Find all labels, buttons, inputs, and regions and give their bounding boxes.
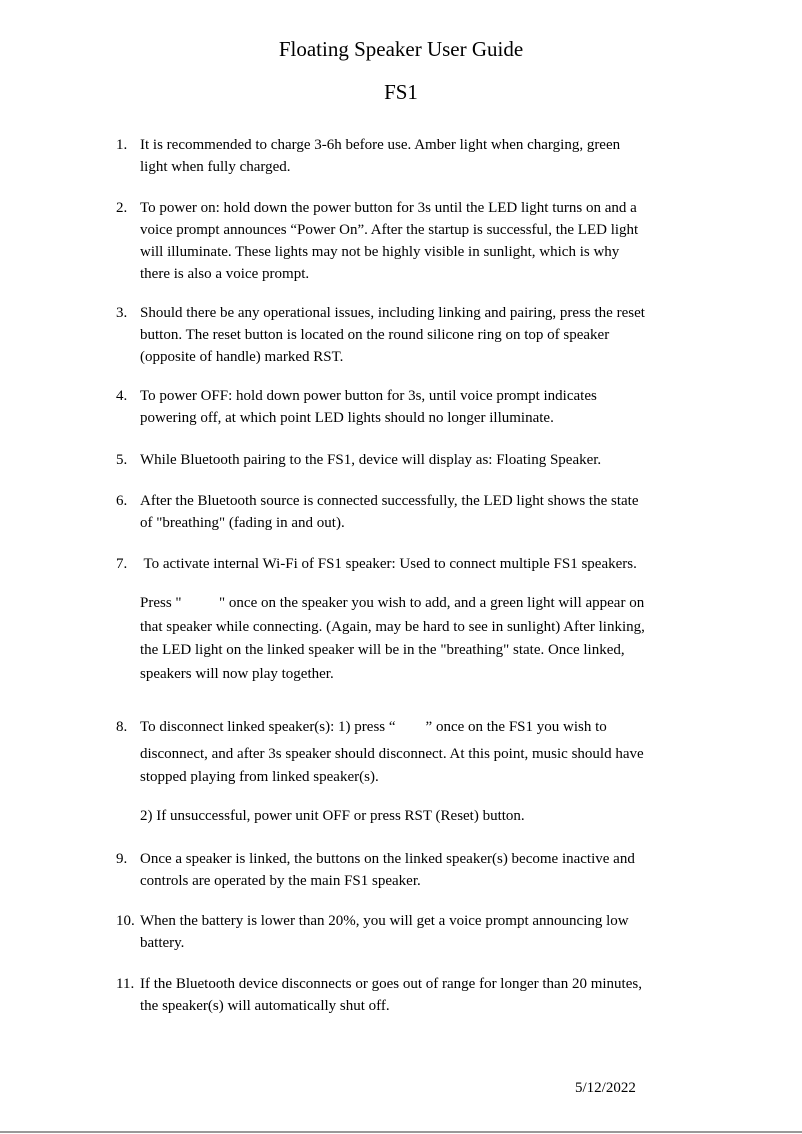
list-item-number: 11. [116,976,135,992]
text-line: To disconnect linked speaker(s): 1) press “ ” once on the FS1 you wish to [140,719,607,735]
list-item-text [140,805,696,827]
text-line: Press " " once on the speaker you wish to add, and a green light will appear on [140,595,645,611]
list-item-text [140,302,696,368]
document-subtitle: FS1 [384,80,418,104]
list-item [116,385,696,429]
text-line: After the Bluetooth source is connected successfully, the LED light shows the state [140,493,639,509]
text-line: that speaker while connecting. (Again, may be hard to see in sunlight) After linking, [140,618,645,635]
list-item-continuation [116,592,696,686]
text-line: 2) If unsuccessful, power unit OFF or press RST (Reset) button. [140,808,525,824]
text-line: stopped playing from linked speaker(s). [140,769,379,785]
list-item-number: 1. [116,137,128,153]
text-line: will illuminate. These lights may not be highly visible in sunlight, which is why [140,244,620,260]
text-line: While Bluetooth pairing to the FS1, device will display as: Floating Speaker. [140,452,602,468]
text-line: there is also a voice prompt. [140,266,310,282]
list-item [116,302,696,368]
list-item-text [140,592,696,686]
list-item-text [140,553,696,575]
text-line: light when fully charged. [140,159,291,175]
list-item [116,910,696,954]
text-line: If the Bluetooth device disconnects or goes out of range for longer than 20 minutes, [140,976,642,992]
text-line: voice prompt announces “Power On”. After the startup is successful, the LED light [140,222,639,238]
text-line: Once a speaker is linked, the buttons on the linked speaker(s) become inactive and [140,851,635,867]
text-line: (opposite of handle) marked RST. [140,349,344,365]
text-line: battery. [140,935,185,951]
list-item-text [140,490,696,534]
list-item-number: 8. [116,719,128,735]
text-line: When the battery is lower than 20%, you will get a voice prompt announcing low [140,913,629,929]
text-line: It is recommended to charge 3-6h before use. Amber light when charging, green [140,137,621,153]
list-item-number: 7. [116,556,128,572]
text-line: the speaker(s) will automatically shut off. [140,998,390,1014]
bottom-rule [0,1131,802,1133]
list-item [116,197,696,285]
list-item-text [140,134,696,178]
list-item [116,553,696,575]
text-line: To power on: hold down the power button for 3s until the LED light turns on and a [140,200,637,216]
list-item-continuation [116,805,696,827]
list-item [116,716,696,790]
list-item-number: 6. [116,493,128,509]
document-title: Floating Speaker User Guide [278,37,524,61]
list-item-text [140,848,696,892]
text-line: Should there be any operational issues, including linking and pairing, press the reset [140,305,645,321]
document-date: 5/12/2022 [575,1080,636,1096]
text-line: button. The reset button is located on the round silicone ring on top of speaker [140,327,610,343]
list-item-number: 4. [116,388,128,404]
list-item-number: 2. [116,200,128,216]
text-line: To activate internal Wi-Fi of FS1 speaker: Used to connect multiple FS1 speakers. [140,556,637,572]
list-item [116,134,696,178]
list-item-number: 5. [116,452,128,468]
list-item-number: 3. [116,305,128,321]
text-line: of "breathing" (fading in and out). [140,515,345,531]
text-line: To power OFF: hold down power button for 3s, until voice prompt indicates [140,388,597,404]
text-line: speakers will now play together. [140,665,334,682]
list-item-number: 10. [116,913,135,929]
text-line: powering off, at which point LED lights should no longer illuminate. [140,410,554,426]
list-item [116,449,696,471]
text-line: controls are operated by the main FS1 speaker. [140,873,421,889]
list-item-number: 9. [116,851,128,867]
list-item-text [140,449,696,471]
text-line: the LED light on the linked speaker will be in the "breathing" state. Once linked, [140,642,625,658]
list-item-text [140,910,696,954]
list-item-text [140,385,696,429]
list-item [116,490,696,534]
list-item [116,973,696,1017]
list-item-text [140,197,696,285]
list-item-text [140,973,696,1017]
list-item [116,848,696,892]
text-line: disconnect, and after 3s speaker should disconnect. At this point, music should have [140,745,644,762]
list-item-text [140,716,696,790]
